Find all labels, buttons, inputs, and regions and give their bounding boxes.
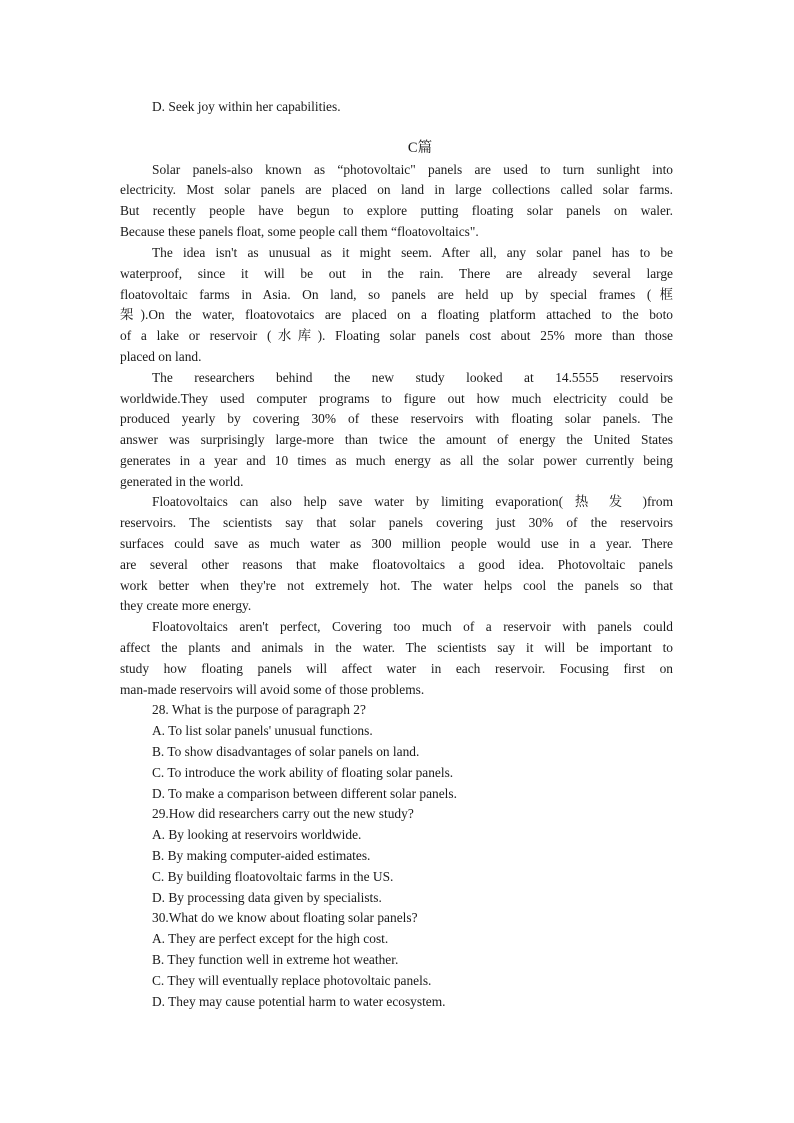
question-stem: 28. What is the purpose of paragraph 2?	[152, 702, 366, 717]
paragraph-line: man-made reservoirs will avoid some of those problems.	[120, 682, 425, 697]
answer-option: C. To introduce the work ability of floating solar panels.	[152, 765, 454, 780]
paragraph-line: affect the plants and animals in the water. The scientists say it will be important to	[120, 640, 673, 655]
answer-option: A. To list solar panels' unusual functions.	[152, 723, 373, 738]
paragraph-line: Solar panels-also known as “photovoltaic" panels are used to turn sunlight into	[152, 162, 673, 177]
paragraph-line: of a lake or reservoir (水库). Floating solar panels cost about 25% more than those	[120, 328, 673, 343]
paragraph-line: But recently people have begun to explore putting floating solar panels on waler.	[120, 203, 673, 218]
paragraph-line: generates in a year and 10 times as much energy as all the solar power currently being	[120, 453, 673, 468]
paragraph-line: Floatovoltaics aren't perfect, Covering too much of a reservoir with panels could	[152, 619, 673, 634]
paragraph-line: waterproof, since it will be out in the rain. There are already several large	[120, 266, 673, 281]
paragraph-line: Floatovoltaics can also help save water by limiting evaporation( 热 发 )from	[152, 494, 673, 509]
paragraph-line: produced yearly by covering 30% of these reservoirs with floating solar panels. The	[120, 411, 673, 426]
paragraph-line: floatovoltaic farms in Asia. On land, so panels are held up by special frames (框	[120, 287, 673, 302]
answer-option: C. They will eventually replace photovoltaic panels.	[152, 973, 432, 988]
answer-option: A. They are perfect except for the high cost.	[152, 931, 389, 946]
paragraph-line: they create more energy.	[120, 598, 252, 613]
answer-option: A. By looking at reservoirs worldwide.	[152, 827, 362, 842]
question-stem: 30.What do we know about floating solar panels?	[152, 910, 418, 925]
paragraph-line: generated in the world.	[120, 474, 244, 489]
paragraph-line: reservoirs. The scientists say that solar panels covering just 30% of the reservoirs	[120, 515, 673, 530]
paragraph-line: work better when they're not extremely hot. The water helps cool the panels so that	[120, 578, 673, 593]
answer-option: D. They may cause potential harm to water ecosystem.	[152, 994, 446, 1009]
previous-question-option: D. Seek joy within her capabilities.	[152, 99, 341, 114]
answer-option: B. To show disadvantages of solar panels on land.	[152, 744, 420, 759]
answer-option: C. By building floatovoltaic farms in the US.	[152, 869, 394, 884]
paragraph-line: Because these panels float, some people call them “floatovoltaics".	[120, 224, 479, 239]
paragraph-line: 架).On the water, floatovotaics are placed on a floating platform attached to the boto	[120, 307, 673, 322]
paragraph-line: electricity. Most solar panels are placed on land in large collections called solar farms.	[120, 182, 673, 197]
answer-option: B. They function well in extreme hot weather.	[152, 952, 399, 967]
answer-option: D. By processing data given by specialists.	[152, 890, 382, 905]
paragraph-line: study how floating panels will affect water in each reservoir. Focusing first on	[120, 661, 673, 676]
section-title: C篇	[407, 140, 433, 156]
paragraph-line: answer was surprisingly large-more than twice the amount of energy the United States	[120, 432, 673, 447]
paragraph-line: worldwide.They used computer programs to figure out how much electricity could be	[120, 391, 673, 406]
question-stem: 29.How did researchers carry out the new study?	[152, 806, 414, 821]
paragraph-line: The idea isn't as unusual as it might seem. After all, any solar panel has to be	[152, 245, 673, 260]
paragraph-line: placed on land.	[120, 349, 202, 364]
paragraph-line: The researchers behind the new study looked at 14.5555 reservoirs	[152, 370, 673, 385]
paragraph-line: are several other reasons that make floatovoltaics a good idea. Photovoltaic panels	[120, 557, 673, 572]
paragraph-line: surfaces could save as much water as 300 million people would use in a year. There	[120, 536, 673, 551]
answer-option: D. To make a comparison between different solar panels.	[152, 786, 457, 801]
answer-option: B. By making computer-aided estimates.	[152, 848, 371, 863]
